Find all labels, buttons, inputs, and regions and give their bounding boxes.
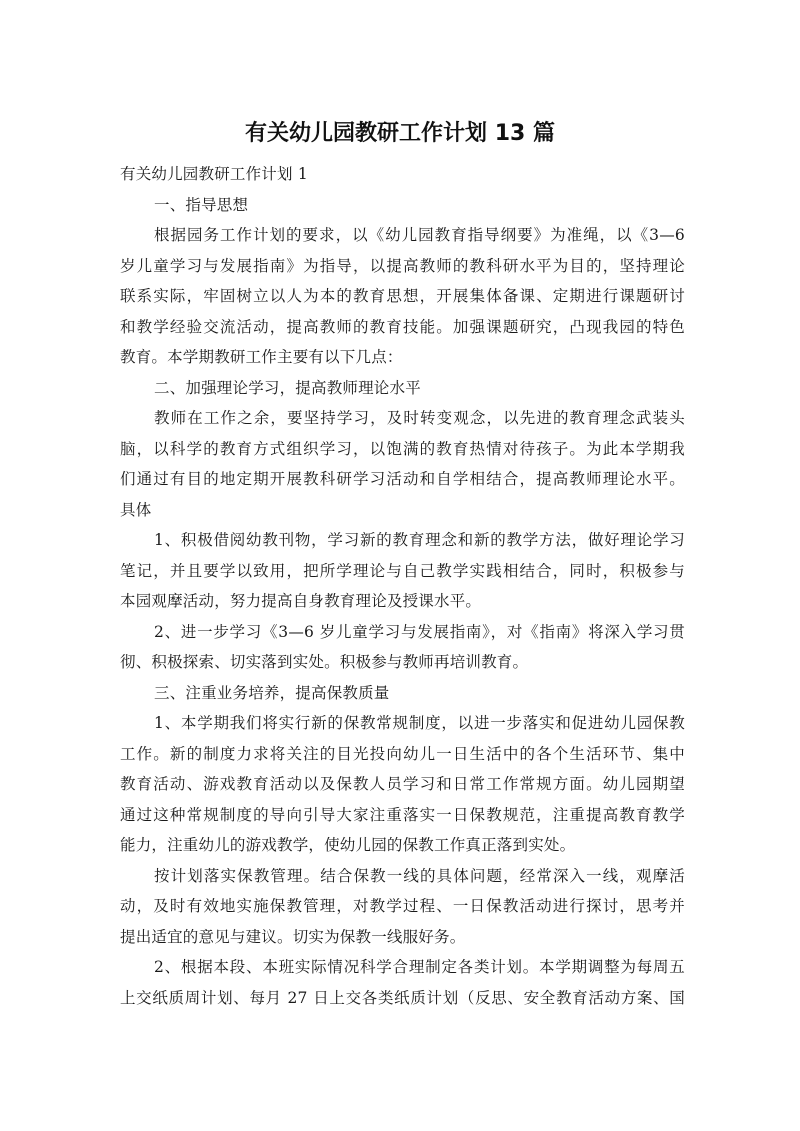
text-line: 上交纸质周计划、每月 27 日上交各类纸质计划（反思、安全教育活动方案、国 bbox=[120, 988, 685, 1007]
text-line: 一、指导思想 bbox=[154, 195, 249, 214]
text-line: 按计划落实保教管理。结合保教一线的具体问题，经常深入一线，观摩活 bbox=[154, 866, 685, 885]
text-line: 彻、积极探索、切实落到实处。积极参与教师再培训教育。 bbox=[120, 653, 529, 671]
text-line: 岁儿童学习与发展指南》为指导，以提高教师的教科研水平为目的，坚持理论 bbox=[120, 256, 685, 275]
text-line: 教育。本学期教研工作主要有以下几点： bbox=[120, 348, 403, 366]
text-line: 动，及时有效地实施保教管理，对教学过程、一日保教活动进行探讨，思考并 bbox=[120, 897, 685, 915]
text-line: 2、根据本段、本班实际情况科学合理制定各类计划。本学期调整为每周五 bbox=[154, 958, 685, 976]
text-line: 脑，以科学的教育方式组织学习，以饱满的教育热情对待孩子。为此本学期我 bbox=[120, 439, 685, 458]
text-line: 有关幼儿园教研工作计划 1 bbox=[120, 165, 308, 183]
document-title: 有关幼儿园教研工作计划 13 篇 bbox=[245, 121, 555, 146]
text-line: 二、加强理论学习，提高教师理论水平 bbox=[154, 378, 421, 397]
text-line: 具体 bbox=[120, 500, 152, 519]
text-line: 能力，注重幼儿的游戏教学，使幼儿园的保教工作真正落到实处。 bbox=[120, 836, 576, 854]
text-line: 联系实际，牢固树立以人为本的教育思想，开展集体备课、定期进行课题研讨 bbox=[120, 287, 685, 305]
text-line: 本园观摩活动，努力提高自身教育理论及授课水平。 bbox=[120, 592, 482, 610]
text-line: 教育活动、游戏教育活动以及保教人员学习和日常工作常规方面。幼儿园期望 bbox=[120, 775, 685, 793]
text-line: 2、进一步学习《3—6 岁儿童学习与发展指南》，对《指南》将深入学习贯 bbox=[154, 622, 685, 641]
text-line: 根据园务工作计划的要求，以《幼儿园教育指导纲要》为准绳，以《3—6 bbox=[154, 226, 685, 244]
text-line: 1、本学期我们将实行新的保教常规制度，以进一步落实和促进幼儿园保教 bbox=[154, 714, 685, 732]
text-line: 教师在工作之余，要坚持学习，及时转变观念，以先进的教育理念武装头 bbox=[154, 409, 685, 427]
text-line: 三、注重业务培养，提高保教质量 bbox=[154, 683, 390, 702]
text-line: 1、积极借阅幼教刊物，学习新的教育理念和新的教学方法，做好理论学习 bbox=[154, 531, 685, 549]
text-line: 工作。新的制度力求将关注的目光投向幼儿一日生活中的各个生活环节、集中 bbox=[120, 744, 685, 763]
document-body bbox=[120, 159, 685, 1013]
text-line: 提出适宜的意见与建议。切实为保教一线服好务。 bbox=[120, 927, 466, 946]
text-line: 笔记，并且要学以致用，把所学理论与自己教学实践相结合，同时，积极参与 bbox=[120, 561, 685, 580]
text-line: 通过这种常规制度的导向引导大家注重落实一日保教规范，注重提高教育教学 bbox=[120, 805, 685, 824]
text-line: 们通过有目的地定期开展教科研学习活动和自学相结合，提高教师理论水平。 bbox=[120, 470, 685, 488]
text-line: 和教学经验交流活动，提高教师的教育技能。加强课题研究，凸现我园的特色 bbox=[120, 317, 685, 336]
